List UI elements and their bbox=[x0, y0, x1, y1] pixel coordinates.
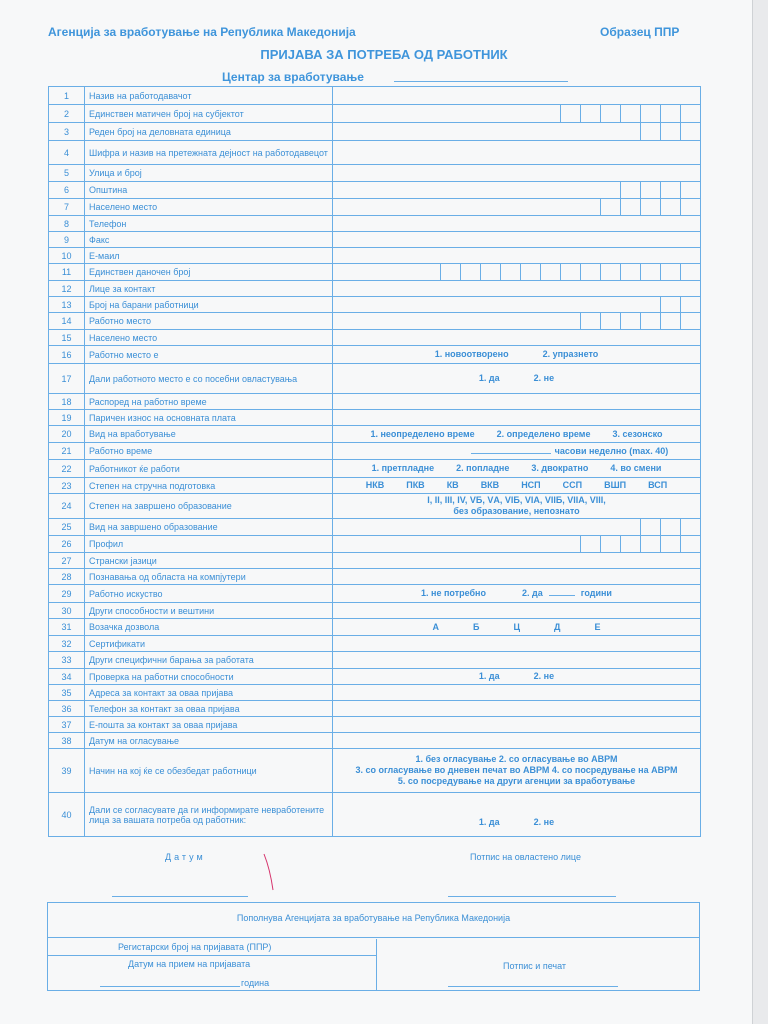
digit-box[interactable] bbox=[620, 264, 640, 280]
row-number: 34 bbox=[49, 669, 85, 685]
option-1[interactable]: А bbox=[432, 621, 439, 632]
form-row-38 bbox=[49, 733, 701, 749]
digit-box[interactable] bbox=[600, 199, 620, 215]
form-row-6 bbox=[49, 182, 701, 199]
signature-line[interactable] bbox=[448, 896, 616, 897]
form-row-4 bbox=[49, 141, 701, 165]
row-label: Работникот ќе работи bbox=[85, 460, 333, 478]
option-4[interactable]: ВКВ bbox=[480, 480, 500, 490]
option-1[interactable]: НКВ bbox=[365, 480, 385, 490]
row-value-field[interactable] bbox=[333, 603, 701, 619]
row-number: 17 bbox=[49, 364, 85, 394]
row-number: 3 bbox=[49, 123, 85, 141]
digit-box[interactable] bbox=[640, 519, 660, 535]
digit-box[interactable] bbox=[620, 199, 640, 215]
digit-box[interactable] bbox=[640, 182, 660, 198]
digit-box[interactable] bbox=[680, 105, 700, 122]
option-1[interactable]: 1. неопределено време bbox=[370, 428, 475, 439]
digit-box[interactable] bbox=[640, 105, 660, 122]
form-row-20 bbox=[49, 426, 701, 443]
row-label: Населено место bbox=[85, 330, 333, 346]
form-row-2 bbox=[49, 105, 701, 123]
option-2[interactable]: Б bbox=[473, 621, 480, 632]
option-2[interactable]: 2. определено време bbox=[496, 428, 591, 439]
digit-box[interactable] bbox=[500, 264, 520, 280]
form-row-32 bbox=[49, 636, 701, 652]
row-value-field[interactable] bbox=[333, 619, 701, 636]
row-value-field[interactable] bbox=[333, 182, 701, 199]
row-number: 6 bbox=[49, 182, 85, 199]
row-value-field[interactable] bbox=[333, 313, 701, 330]
option-4[interactable]: 4. во смени bbox=[610, 463, 662, 473]
option-6[interactable]: ССП bbox=[562, 480, 583, 490]
digit-box[interactable] bbox=[680, 519, 700, 535]
form-row-11 bbox=[49, 264, 701, 281]
form-row-3 bbox=[49, 123, 701, 141]
row-label: Единствен матичен број на субјектот bbox=[85, 105, 333, 123]
row-value-field[interactable] bbox=[333, 569, 701, 585]
row-label: Познавања од областа на компјутери bbox=[85, 569, 333, 585]
digit-boxes[interactable] bbox=[620, 182, 700, 198]
form-row-15 bbox=[49, 330, 701, 346]
employment-center-field[interactable] bbox=[394, 81, 568, 82]
option-3[interactable]: Ц bbox=[513, 621, 521, 632]
form-row-7 bbox=[49, 199, 701, 216]
form-row-40 bbox=[49, 793, 701, 837]
option-1[interactable]: 1. новоотворено bbox=[434, 349, 509, 359]
option-2[interactable]: ПКВ bbox=[406, 480, 425, 490]
row-number: 30 bbox=[49, 603, 85, 619]
form-row-1 bbox=[49, 87, 701, 105]
row-label: Шифра и назив на претежната дејност на работодавецот bbox=[85, 141, 333, 165]
option-2[interactable]: 2. да bbox=[521, 588, 543, 598]
digit-boxes[interactable] bbox=[440, 264, 700, 280]
row-label: Степен на завршено образование bbox=[85, 494, 333, 519]
row-value-field[interactable] bbox=[333, 553, 701, 569]
agency-use-box bbox=[47, 902, 700, 991]
option-line[interactable]: 5. со посредување на други агенции за вработување bbox=[397, 776, 636, 786]
form-row-33 bbox=[49, 652, 701, 669]
row-number: 5 bbox=[49, 165, 85, 182]
row-label: Телефон bbox=[85, 216, 333, 232]
row-number: 21 bbox=[49, 443, 85, 460]
row-label: Дали се согласувате да ги информирате невработените лица за вашата потреба од работник: bbox=[85, 793, 333, 837]
digit-box[interactable] bbox=[540, 264, 560, 280]
row-number: 12 bbox=[49, 281, 85, 297]
row-number: 8 bbox=[49, 216, 85, 232]
form-row-36 bbox=[49, 701, 701, 717]
option-2[interactable]: 2. не bbox=[533, 373, 555, 383]
row-label: Распоред на работно време bbox=[85, 394, 333, 410]
row-number: 28 bbox=[49, 569, 85, 585]
digit-box[interactable] bbox=[620, 182, 640, 198]
option-2[interactable]: 2. упразнето bbox=[542, 349, 599, 359]
hours-label: часови неделно (max. 40) bbox=[554, 446, 669, 456]
digit-boxes[interactable] bbox=[640, 519, 700, 535]
row-number: 20 bbox=[49, 426, 85, 443]
form-row-28 bbox=[49, 569, 701, 585]
row-value-field[interactable] bbox=[333, 199, 701, 216]
row-value-field[interactable] bbox=[333, 232, 701, 248]
row-value-field[interactable] bbox=[333, 281, 701, 297]
row-value-field[interactable] bbox=[333, 123, 701, 141]
row-label: Телефон за контакт за оваа пријава bbox=[85, 701, 333, 717]
option-8[interactable]: ВСП bbox=[648, 480, 668, 490]
row-number: 33 bbox=[49, 652, 85, 669]
digit-box[interactable] bbox=[640, 313, 660, 329]
row-value-field[interactable] bbox=[333, 749, 701, 793]
option-3[interactable]: 3. сезонско bbox=[612, 428, 663, 439]
form-row-14 bbox=[49, 313, 701, 330]
option-line[interactable]: 1. без огласување 2. со огласување во АВРМ bbox=[415, 754, 618, 764]
authorized-signature-label: Потпис на овластено лице bbox=[470, 852, 581, 862]
option-3[interactable]: КВ bbox=[446, 480, 459, 490]
row-label: Странски јазици bbox=[85, 553, 333, 569]
row-label: Назив на работодавачот bbox=[85, 87, 333, 105]
form-row-24 bbox=[49, 494, 701, 519]
form-row-17 bbox=[49, 364, 701, 394]
signature-stamp-field[interactable] bbox=[448, 986, 618, 987]
received-date-label: Датум на прием на пријавата bbox=[128, 959, 251, 969]
form-row-39 bbox=[49, 749, 701, 793]
row-label: Паричен износ на основната плата bbox=[85, 410, 333, 426]
row-value-field[interactable] bbox=[333, 652, 701, 669]
digit-box[interactable] bbox=[680, 297, 700, 312]
form-row-8 bbox=[49, 216, 701, 232]
digit-box[interactable] bbox=[560, 264, 580, 280]
date-line[interactable] bbox=[112, 896, 248, 897]
option-7[interactable]: ВШП bbox=[604, 480, 627, 490]
row-label: Други специфични барања за работата bbox=[85, 652, 333, 669]
form-row-9 bbox=[49, 232, 701, 248]
row-number: 39 bbox=[49, 749, 85, 793]
digit-box[interactable] bbox=[680, 536, 700, 552]
option-5[interactable]: Е bbox=[594, 621, 601, 632]
option-4[interactable]: Д bbox=[554, 621, 561, 632]
option-line[interactable]: без образование, непознато bbox=[453, 506, 580, 516]
row-number: 22 bbox=[49, 460, 85, 478]
row-number: 2 bbox=[49, 105, 85, 123]
digit-box[interactable] bbox=[560, 105, 580, 122]
row-label: Вид на завршено образование bbox=[85, 519, 333, 536]
row-label: Работно место е bbox=[85, 346, 333, 364]
digit-box[interactable] bbox=[600, 105, 620, 122]
row-number: 23 bbox=[49, 478, 85, 494]
row-number: 1 bbox=[49, 87, 85, 105]
digit-box[interactable] bbox=[660, 182, 680, 198]
form-row-35 bbox=[49, 685, 701, 701]
option-line[interactable]: 3. со огласување во дневен печат во АВРМ 4. со посредување на АВРМ bbox=[355, 765, 678, 775]
row-value-field[interactable] bbox=[333, 701, 701, 717]
option-1[interactable]: 1. претпладне bbox=[371, 463, 435, 473]
row-label: Единствен даночен број bbox=[85, 264, 333, 281]
digit-box[interactable] bbox=[660, 519, 680, 535]
form-row-13 bbox=[49, 297, 701, 313]
row-number: 11 bbox=[49, 264, 85, 281]
form-row-10 bbox=[49, 248, 701, 264]
row-value-field[interactable] bbox=[333, 216, 701, 232]
digit-box[interactable] bbox=[660, 264, 680, 280]
digit-box[interactable] bbox=[580, 264, 600, 280]
years-field[interactable] bbox=[549, 588, 575, 596]
row-label: Сертификати bbox=[85, 636, 333, 652]
row-label: Број на барани работници bbox=[85, 297, 333, 313]
row-number: 36 bbox=[49, 701, 85, 717]
digit-boxes[interactable] bbox=[640, 123, 700, 140]
row-value-field[interactable] bbox=[333, 364, 701, 394]
form-row-26 bbox=[49, 536, 701, 553]
row-value-field[interactable] bbox=[333, 478, 701, 494]
digit-box[interactable] bbox=[620, 536, 640, 552]
row-value-field[interactable] bbox=[333, 426, 701, 443]
row-value-field[interactable] bbox=[333, 297, 701, 313]
digit-box[interactable] bbox=[660, 297, 680, 312]
form-title: ПРИЈАВА ЗА ПОТРЕБА ОД РАБОТНИК bbox=[260, 47, 508, 62]
form-row-16 bbox=[49, 346, 701, 364]
digit-box[interactable] bbox=[660, 313, 680, 329]
row-label: Општина bbox=[85, 182, 333, 199]
row-label: Населено место bbox=[85, 199, 333, 216]
row-value-field[interactable] bbox=[333, 685, 701, 701]
divider bbox=[48, 937, 699, 938]
digit-box[interactable] bbox=[640, 264, 660, 280]
row-label: Степен на стручна подготовка bbox=[85, 478, 333, 494]
digit-box[interactable] bbox=[480, 264, 500, 280]
row-label: Реден број на деловната единица bbox=[85, 123, 333, 141]
row-number: 15 bbox=[49, 330, 85, 346]
row-label: Други способности и вештини bbox=[85, 603, 333, 619]
form-row-5 bbox=[49, 165, 701, 182]
digit-box[interactable] bbox=[600, 536, 620, 552]
row-value-field[interactable] bbox=[333, 733, 701, 749]
digit-box[interactable] bbox=[620, 313, 640, 329]
row-number: 31 bbox=[49, 619, 85, 636]
row-value-field[interactable] bbox=[333, 793, 701, 837]
row-label: Факс bbox=[85, 232, 333, 248]
row-label: Е-пошта за контакт за оваа пријава bbox=[85, 717, 333, 733]
row-number: 10 bbox=[49, 248, 85, 264]
row-number: 38 bbox=[49, 733, 85, 749]
row-label: Е-маил bbox=[85, 248, 333, 264]
hours-field[interactable] bbox=[471, 446, 551, 454]
option-2[interactable]: 2. не bbox=[533, 817, 555, 827]
date-label: Датум bbox=[165, 852, 206, 862]
digit-box[interactable] bbox=[640, 123, 660, 140]
row-number: 18 bbox=[49, 394, 85, 410]
row-label: Возачка дозвола bbox=[85, 619, 333, 636]
digit-box[interactable] bbox=[580, 536, 600, 552]
row-label: Работно време bbox=[85, 443, 333, 460]
digit-box[interactable] bbox=[600, 313, 620, 329]
form-row-23 bbox=[49, 478, 701, 494]
pen-mark bbox=[262, 852, 276, 892]
years-label: години bbox=[580, 588, 612, 598]
digit-boxes[interactable] bbox=[560, 105, 700, 122]
digit-box[interactable] bbox=[660, 199, 680, 215]
digit-box[interactable] bbox=[440, 264, 460, 280]
option-5[interactable]: НСП bbox=[521, 480, 541, 490]
digit-box[interactable] bbox=[680, 182, 700, 198]
row-number: 26 bbox=[49, 536, 85, 553]
row-number: 24 bbox=[49, 494, 85, 519]
row-label: Работно искуство bbox=[85, 585, 333, 603]
row-number: 9 bbox=[49, 232, 85, 248]
row-number: 27 bbox=[49, 553, 85, 569]
row-label: Дали работното место е со посебни овластувања bbox=[85, 364, 333, 394]
row-number: 29 bbox=[49, 585, 85, 603]
option-2[interactable]: 2. попладне bbox=[456, 463, 510, 473]
row-value-field[interactable] bbox=[333, 494, 701, 519]
row-number: 16 bbox=[49, 346, 85, 364]
row-number: 7 bbox=[49, 199, 85, 216]
digit-box[interactable] bbox=[640, 536, 660, 552]
row-value-field[interactable] bbox=[333, 330, 701, 346]
option-2[interactable]: 2. не bbox=[533, 671, 555, 681]
digit-box[interactable] bbox=[680, 123, 700, 140]
row-label: Начин на кој ќе се обезбедат работници bbox=[85, 749, 333, 793]
digit-boxes[interactable] bbox=[580, 313, 700, 329]
row-value-field[interactable] bbox=[333, 460, 701, 478]
row-value-field[interactable] bbox=[333, 264, 701, 281]
form-row-27 bbox=[49, 553, 701, 569]
row-number: 14 bbox=[49, 313, 85, 330]
digit-box[interactable] bbox=[680, 313, 700, 329]
row-value-field[interactable] bbox=[333, 248, 701, 264]
option-1[interactable]: 1. не потребно bbox=[421, 588, 486, 598]
digit-box[interactable] bbox=[640, 199, 660, 215]
option-1[interactable]: 1. да bbox=[478, 671, 500, 681]
form-row-30 bbox=[49, 603, 701, 619]
row-number: 32 bbox=[49, 636, 85, 652]
row-value-field[interactable] bbox=[333, 519, 701, 536]
form-row-19 bbox=[49, 410, 701, 426]
row-value-field[interactable] bbox=[333, 105, 701, 123]
agency-name: Агенција за вработување на Република Македонија bbox=[48, 25, 356, 39]
form-row-18 bbox=[49, 394, 701, 410]
row-label: Лице за контакт bbox=[85, 281, 333, 297]
digit-boxes[interactable] bbox=[660, 297, 700, 312]
row-value-field[interactable] bbox=[333, 141, 701, 165]
digit-boxes[interactable] bbox=[600, 199, 700, 215]
signature-stamp-label: Потпис и печат bbox=[503, 961, 567, 971]
digit-boxes[interactable] bbox=[580, 536, 700, 552]
row-value-field[interactable] bbox=[333, 410, 701, 426]
row-number: 4 bbox=[49, 141, 85, 165]
form-row-21 bbox=[49, 443, 701, 460]
option-3[interactable]: 3. двократно bbox=[531, 463, 589, 473]
employment-center-label: Центар за вработување bbox=[222, 70, 364, 84]
row-number: 37 bbox=[49, 717, 85, 733]
divider bbox=[48, 955, 376, 956]
form-row-31 bbox=[49, 619, 701, 636]
row-number: 13 bbox=[49, 297, 85, 313]
row-number: 25 bbox=[49, 519, 85, 536]
row-label: Датум на огласување bbox=[85, 733, 333, 749]
row-value-field[interactable] bbox=[333, 669, 701, 685]
digit-box[interactable] bbox=[580, 105, 600, 122]
year-label: година bbox=[241, 978, 270, 988]
row-value-field[interactable] bbox=[333, 636, 701, 652]
row-value-field[interactable] bbox=[333, 443, 701, 460]
row-value-field[interactable] bbox=[333, 87, 701, 105]
digit-box[interactable] bbox=[600, 264, 620, 280]
row-value-field[interactable] bbox=[333, 346, 701, 364]
row-label: Проверка на работни способности bbox=[85, 669, 333, 685]
agency-use-title: Пополнува Агенцијата за вработување на Република Македонија bbox=[236, 913, 511, 923]
received-date-field[interactable] bbox=[100, 986, 240, 987]
form-row-22 bbox=[49, 460, 701, 478]
row-label: Вид на вработување bbox=[85, 426, 333, 443]
row-number: 35 bbox=[49, 685, 85, 701]
digit-box[interactable] bbox=[660, 105, 680, 122]
option-1[interactable]: 1. да bbox=[478, 817, 500, 827]
digit-box[interactable] bbox=[680, 199, 700, 215]
row-value-field[interactable] bbox=[333, 394, 701, 410]
row-label: Профил bbox=[85, 536, 333, 553]
form-row-34 bbox=[49, 669, 701, 685]
row-label: Улица и број bbox=[85, 165, 333, 182]
row-value-field[interactable] bbox=[333, 585, 701, 603]
row-number: 40 bbox=[49, 793, 85, 837]
row-number: 19 bbox=[49, 410, 85, 426]
digit-box[interactable] bbox=[660, 123, 680, 140]
form-row-37 bbox=[49, 717, 701, 733]
digit-box[interactable] bbox=[680, 264, 700, 280]
row-value-field[interactable] bbox=[333, 165, 701, 182]
application-table bbox=[48, 86, 701, 837]
option-line[interactable]: I, II, III, IV, VБ, VА, VIБ, VIА, VIIБ, VIIА, VIII, bbox=[427, 495, 606, 505]
digit-box[interactable] bbox=[580, 313, 600, 329]
row-label: Адреса за контакт за оваа пријава bbox=[85, 685, 333, 701]
digit-box[interactable] bbox=[660, 536, 680, 552]
option-1[interactable]: 1. да bbox=[478, 373, 500, 383]
digit-box[interactable] bbox=[460, 264, 480, 280]
row-value-field[interactable] bbox=[333, 717, 701, 733]
row-value-field[interactable] bbox=[333, 536, 701, 553]
form-row-29 bbox=[49, 585, 701, 603]
divider bbox=[376, 939, 377, 990]
form-row-12 bbox=[49, 281, 701, 297]
page-edge bbox=[752, 0, 768, 1024]
digit-box[interactable] bbox=[620, 105, 640, 122]
row-label: Работно место bbox=[85, 313, 333, 330]
form-row-25 bbox=[49, 519, 701, 536]
form-code: Образец ППР bbox=[600, 25, 680, 39]
registry-number-label: Регистарски број на пријавата (ППР) bbox=[118, 942, 272, 952]
digit-box[interactable] bbox=[520, 264, 540, 280]
